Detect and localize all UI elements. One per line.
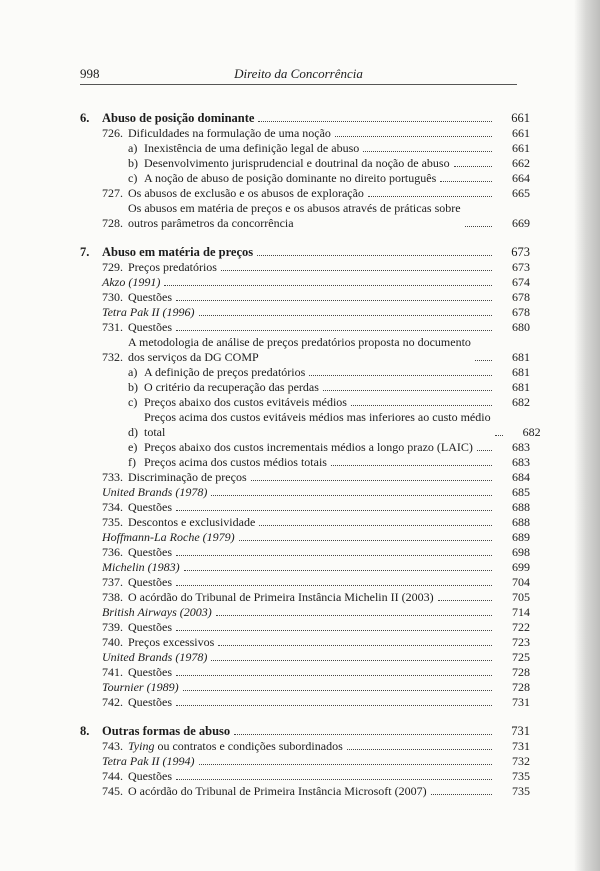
section-number: 6. <box>80 111 90 125</box>
entry-label: Desenvolvimento jurisprudencial e doutrinal da noção de abuso <box>144 156 450 170</box>
entry-label: Akzo (1991) <box>102 275 161 289</box>
entry-label: O acórdão do Tribunal de Primeira Instância Microsoft (2007) <box>128 784 427 798</box>
leader-dots <box>199 763 492 765</box>
entry-page: 683 <box>512 455 530 469</box>
entry-page: 688 <box>512 515 530 529</box>
entry-page: 685 <box>512 485 530 499</box>
toc-entry <box>80 665 530 680</box>
entry-page: 673 <box>512 260 530 274</box>
section-title: Abuso em matéria de preços <box>102 245 254 259</box>
toc-entry <box>80 784 530 799</box>
leader-dots <box>234 733 492 735</box>
entry-number: a) <box>128 141 138 155</box>
entry-label <box>128 335 471 365</box>
entry-page: 725 <box>512 650 530 664</box>
entry-number: 745. <box>102 784 123 798</box>
leader-dots <box>176 778 492 780</box>
entry-label: Questões <box>128 500 172 514</box>
entry-label: Preços abaixo dos custos incrementais médios a longo prazo (LAIC) <box>144 440 473 454</box>
toc-entry <box>80 440 530 455</box>
entry-page: 664 <box>512 171 530 185</box>
toc-entry <box>80 695 530 710</box>
entry-number: 738. <box>102 590 123 604</box>
leader-dots <box>257 254 492 256</box>
toc-entry <box>80 335 530 365</box>
entry-label: Inexistência de uma definição legal de abuso <box>144 141 360 155</box>
entry-page: 682 <box>522 425 541 439</box>
leader-dots <box>218 644 492 646</box>
leader-dots <box>309 374 492 376</box>
entry-label: O acórdão do Tribunal de Primeira Instância Michelin II (2003) <box>128 590 434 604</box>
leader-dots <box>211 659 492 661</box>
toc-section <box>80 723 530 799</box>
toc-entry <box>80 470 530 485</box>
entry-page: 735 <box>512 784 530 798</box>
toc-entry <box>80 485 530 500</box>
leader-dots <box>495 434 503 436</box>
section-heading <box>80 244 530 260</box>
toc-entry <box>80 455 530 470</box>
page-number: 998 <box>80 66 100 81</box>
entry-label-line2: dos serviços da DG COMP <box>128 350 259 364</box>
entry-page: 731 <box>512 695 530 709</box>
entry-label: Tetra Pak II (1996) <box>102 305 195 319</box>
entry-label: Tournier (1989) <box>102 680 179 694</box>
entry-label <box>128 201 461 231</box>
leader-dots <box>323 389 492 391</box>
section-page: 731 <box>511 724 530 738</box>
entry-page: 683 <box>512 440 530 454</box>
entry-number: 734. <box>102 500 123 514</box>
entry-number: 728. <box>102 216 123 230</box>
toc-entry <box>80 680 530 695</box>
entry-number: e) <box>128 440 138 454</box>
toc-entry <box>80 260 530 275</box>
toc-entry <box>80 305 530 320</box>
entry-label: United Brands (1978) <box>102 650 208 664</box>
leader-dots <box>440 180 492 182</box>
entry-number: 735. <box>102 515 123 529</box>
toc-entry <box>80 500 530 515</box>
toc-entry <box>80 186 530 201</box>
entry-number: b) <box>128 156 138 170</box>
entry-label: A definição de preços predatórios <box>144 365 306 379</box>
leader-dots <box>454 165 492 167</box>
toc-entry <box>80 515 530 530</box>
entry-number: 729. <box>102 260 123 274</box>
entry-label: Os abusos de exclusão e os abusos de exploração <box>128 186 364 200</box>
section-title: Outras formas de abuso <box>102 724 231 738</box>
entry-page: 723 <box>512 635 530 649</box>
entry-label: Questões <box>128 695 172 709</box>
leader-dots <box>199 314 492 316</box>
entry-page: 661 <box>512 141 530 155</box>
page-edge-shadow <box>574 0 600 871</box>
table-of-contents <box>80 110 541 812</box>
toc-entry <box>80 769 530 784</box>
leader-dots <box>368 195 492 197</box>
entry-label: Descontos e exclusividade <box>128 515 256 529</box>
section-page: 673 <box>511 245 530 259</box>
leader-dots <box>477 449 492 451</box>
entry-label-line2: total <box>144 425 166 439</box>
entry-label-line1: Os abusos em matéria de preços e os abusos através de práticas sobre <box>128 201 461 215</box>
entry-label: Questões <box>128 769 172 783</box>
entry-label: Preços predatórios <box>128 260 217 274</box>
section-heading <box>80 723 530 739</box>
leader-dots <box>176 704 492 706</box>
entry-page: 731 <box>512 739 530 753</box>
entry-label: Dificuldades na formulação de uma noção <box>128 126 331 140</box>
toc-entry <box>80 201 530 231</box>
entry-number: 727. <box>102 186 123 200</box>
toc-entry <box>80 650 530 665</box>
entry-label: Preços excessivos <box>128 635 215 649</box>
entry-page: 662 <box>512 156 530 170</box>
toc-entry <box>80 575 530 590</box>
toc-entry <box>80 590 530 605</box>
entry-page: 728 <box>512 680 530 694</box>
leader-dots <box>331 464 492 466</box>
entry-page: 705 <box>512 590 530 604</box>
leader-dots <box>251 479 492 481</box>
entry-label: O critério da recuperação das perdas <box>144 380 319 394</box>
toc-entry <box>80 605 530 620</box>
entry-page: 681 <box>512 380 530 394</box>
entry-label: Questões <box>128 665 172 679</box>
leader-dots <box>176 329 492 331</box>
section-number: 8. <box>80 724 90 738</box>
leader-dots <box>335 135 492 137</box>
toc-entry <box>80 620 530 635</box>
leader-dots <box>176 584 492 586</box>
entry-number: 733. <box>102 470 123 484</box>
leader-dots <box>211 494 492 496</box>
section-page: 661 <box>511 111 530 125</box>
leader-dots <box>239 539 492 541</box>
leader-dots <box>221 269 492 271</box>
toc-entry <box>80 320 530 335</box>
toc-entry <box>80 275 530 290</box>
toc-entry <box>80 545 530 560</box>
entry-label: Preços acima dos custos médios totais <box>144 455 327 469</box>
entry-page: 674 <box>512 275 530 289</box>
entry-number: 742. <box>102 695 123 709</box>
leader-dots <box>176 299 492 301</box>
toc-section <box>80 110 530 231</box>
leader-dots <box>347 748 492 750</box>
entry-number: 741. <box>102 665 123 679</box>
leader-dots <box>351 404 492 406</box>
running-title: Direito da Concorrência <box>234 66 363 81</box>
toc-entry <box>80 365 530 380</box>
toc-entry <box>80 171 530 186</box>
entry-page: 682 <box>512 395 530 409</box>
entry-label: Discriminação de preços <box>128 470 247 484</box>
entry-page: 735 <box>512 769 530 783</box>
page-header <box>80 64 517 85</box>
entry-number: b) <box>128 380 138 394</box>
entry-number: 731. <box>102 320 123 334</box>
entry-page: 665 <box>512 186 530 200</box>
entry-page: 732 <box>512 754 530 768</box>
entry-number: d) <box>128 425 138 439</box>
leader-dots <box>259 524 492 526</box>
entry-page: 684 <box>512 470 530 484</box>
entry-label-rest: ou contratos e condições subordinados <box>154 739 343 753</box>
entry-label: Tetra Pak II (1994) <box>102 754 195 768</box>
entry-page: 678 <box>512 290 530 304</box>
entry-page: 688 <box>512 500 530 514</box>
entry-page: 681 <box>512 365 530 379</box>
entry-label-line2: outros parâmetros da concorrência <box>128 216 294 230</box>
toc-entry <box>80 530 530 545</box>
entry-label <box>144 410 491 440</box>
entry-number: 744. <box>102 769 123 783</box>
entry-page: 704 <box>512 575 530 589</box>
entry-page: 699 <box>512 560 530 574</box>
leader-dots <box>176 509 492 511</box>
entry-number: a) <box>128 365 138 379</box>
entry-label: Questões <box>128 545 172 559</box>
leader-dots <box>176 629 492 631</box>
entry-label: Questões <box>128 575 172 589</box>
entry-label: Questões <box>128 290 172 304</box>
entry-number: 736. <box>102 545 123 559</box>
toc-entry <box>80 754 530 769</box>
toc-section <box>80 244 541 710</box>
leader-dots <box>431 793 492 795</box>
entry-label: A noção de abuso de posição dominante no direito português <box>144 171 437 185</box>
leader-dots <box>176 674 492 676</box>
entry-label: Hoffmann-La Roche (1979) <box>102 530 235 544</box>
toc-entry <box>80 560 530 575</box>
entry-label: United Brands (1978) <box>102 485 208 499</box>
entry-label <box>128 739 343 754</box>
entry-page: 722 <box>512 620 530 634</box>
toc-entry <box>80 635 530 650</box>
entry-number: 730. <box>102 290 123 304</box>
toc-entry <box>80 141 530 156</box>
entry-label: Questões <box>128 320 172 334</box>
entry-page: 678 <box>512 305 530 319</box>
entry-number: 743. <box>102 739 123 753</box>
leader-dots <box>363 150 492 152</box>
entry-label-line1: A metodologia de análise de preços predatórios proposta no documento <box>128 335 471 349</box>
entry-page: 661 <box>512 126 530 140</box>
entry-label: Questões <box>128 620 172 634</box>
section-heading <box>80 110 530 126</box>
entry-page: 669 <box>512 216 530 230</box>
entry-label: British Airways (2003) <box>102 605 212 619</box>
entry-number: 739. <box>102 620 123 634</box>
toc-entry <box>80 290 530 305</box>
entry-label-line1: Preços acima dos custos evitáveis médios mas inferiores ao custo médio <box>144 410 491 424</box>
entry-page: 728 <box>512 665 530 679</box>
entry-label-italic: Tying <box>128 739 155 753</box>
toc-entry <box>80 126 530 141</box>
entry-number: c) <box>128 171 138 185</box>
entry-page: 698 <box>512 545 530 559</box>
entry-page: 680 <box>512 320 530 334</box>
leader-dots <box>438 599 492 601</box>
entry-number: f) <box>128 455 136 469</box>
entry-number: 737. <box>102 575 123 589</box>
toc-entry <box>80 739 530 754</box>
leader-dots <box>475 359 492 361</box>
leader-dots <box>184 569 492 571</box>
entry-number: 732. <box>102 350 123 364</box>
section-title: Abuso de posição dominante <box>102 111 255 125</box>
entry-page: 689 <box>512 530 530 544</box>
toc-entry <box>80 156 530 171</box>
toc-entry <box>80 395 530 410</box>
entry-page: 714 <box>512 605 530 619</box>
leader-dots <box>216 614 492 616</box>
entry-page: 681 <box>512 350 530 364</box>
leader-dots <box>176 554 492 556</box>
entry-number: 726. <box>102 126 123 140</box>
leader-dots <box>164 284 492 286</box>
toc-entry <box>80 380 530 395</box>
entry-label: Preços abaixo dos custos evitáveis médios <box>144 395 347 409</box>
entry-number: 740. <box>102 635 123 649</box>
section-number: 7. <box>80 245 90 259</box>
entry-label: Michelin (1983) <box>102 560 180 574</box>
leader-dots <box>258 120 492 122</box>
entry-number: c) <box>128 395 138 409</box>
toc-entry <box>80 410 541 440</box>
leader-dots <box>465 225 492 227</box>
leader-dots <box>183 689 492 691</box>
